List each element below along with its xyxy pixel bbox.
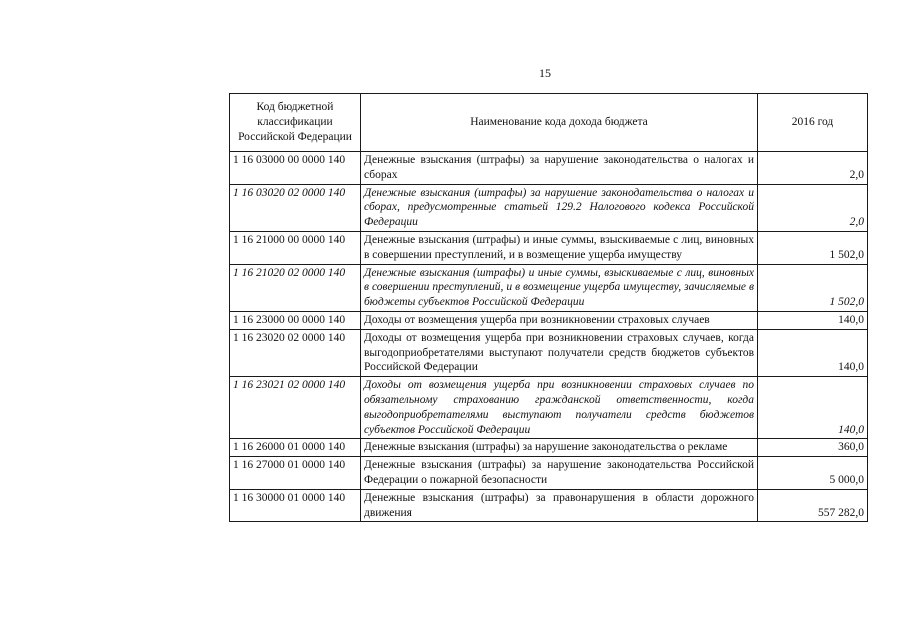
table-header-row [230,94,868,152]
row-name: Денежные взыскания (штрафы) и иные суммы, взыскиваемые с лиц, виновных в совершении преступлений, и в возмещение ущерба имуществу [361,231,758,264]
row-code: 1 16 23000 00 0000 140 [230,311,361,329]
row-value: 2,0 [758,184,868,231]
row-value: 2,0 [758,152,868,185]
row-code: 1 16 03000 00 0000 140 [230,152,361,185]
row-value: 140,0 [758,377,868,439]
row-code: 1 16 21020 02 0000 140 [230,264,361,311]
row-name: Денежные взыскания (штрафы) за нарушение законодательства о налогах и сборах, предусмотренные статьей 129.2 Налогового кодекса Российской Федерации [361,184,758,231]
table-row [230,329,868,376]
row-value: 557 282,0 [758,489,868,522]
table-row [230,231,868,264]
row-code: 1 16 30000 01 0000 140 [230,489,361,522]
table-row [230,184,868,231]
row-name: Денежные взыскания (штрафы) за нарушение законодательства о налогах и сборах [361,152,758,185]
table-row [230,152,868,185]
table-row [230,311,868,329]
table-row [230,377,868,439]
row-name: Доходы от возмещения ущерба при возникновении страховых случаев, когда выгодоприобретателями выступают получатели средств бюджетов субъектов Российской Федерации [361,329,758,376]
row-code: 1 16 26000 01 0000 140 [230,439,361,457]
row-code: 1 16 23020 02 0000 140 [230,329,361,376]
table-row [230,489,868,522]
row-code: 1 16 21000 00 0000 140 [230,231,361,264]
row-code: 1 16 23021 02 0000 140 [230,377,361,439]
header-name: Наименование кода дохода бюджета [361,94,758,152]
row-value: 140,0 [758,311,868,329]
table-row [230,264,868,311]
row-value: 1 502,0 [758,231,868,264]
table-row [230,457,868,490]
row-code: 1 16 03020 02 0000 140 [230,184,361,231]
row-value: 5 000,0 [758,457,868,490]
row-name: Денежные взыскания (штрафы) за правонарушения в области дорожного движения [361,489,758,522]
row-name: Денежные взыскания (штрафы) за нарушение законодательства о рекламе [361,439,758,457]
row-name: Денежные взыскания (штрафы) и иные суммы, взыскиваемые с лиц, виновных в совершении преступлений, и в возмещение ущерба имуществу, зачисляемые в бюджеты субъектов Российской Федерации [361,264,758,311]
row-name: Денежные взыскания (штрафы) за нарушение законодательства Российской Федерации о пожарной безопасности [361,457,758,490]
row-value: 140,0 [758,329,868,376]
page-number: 15 [539,66,551,80]
table-row [230,439,868,457]
budget-revenue-table [229,93,868,522]
row-name: Доходы от возмещения ущерба при возникновении страховых случаев по обязательному страхованию гражданской ответственности, когда выгодоприобретателями выступают получатели средств бюджетов субъектов Российской Федерации [361,377,758,439]
row-code: 1 16 27000 01 0000 140 [230,457,361,490]
row-name: Доходы от возмещения ущерба при возникновении страховых случаев [361,311,758,329]
header-year: 2016 год [758,94,868,152]
header-code: Код бюджетной классификации Российской Федерации [230,94,361,152]
row-value: 360,0 [758,439,868,457]
row-value: 1 502,0 [758,264,868,311]
